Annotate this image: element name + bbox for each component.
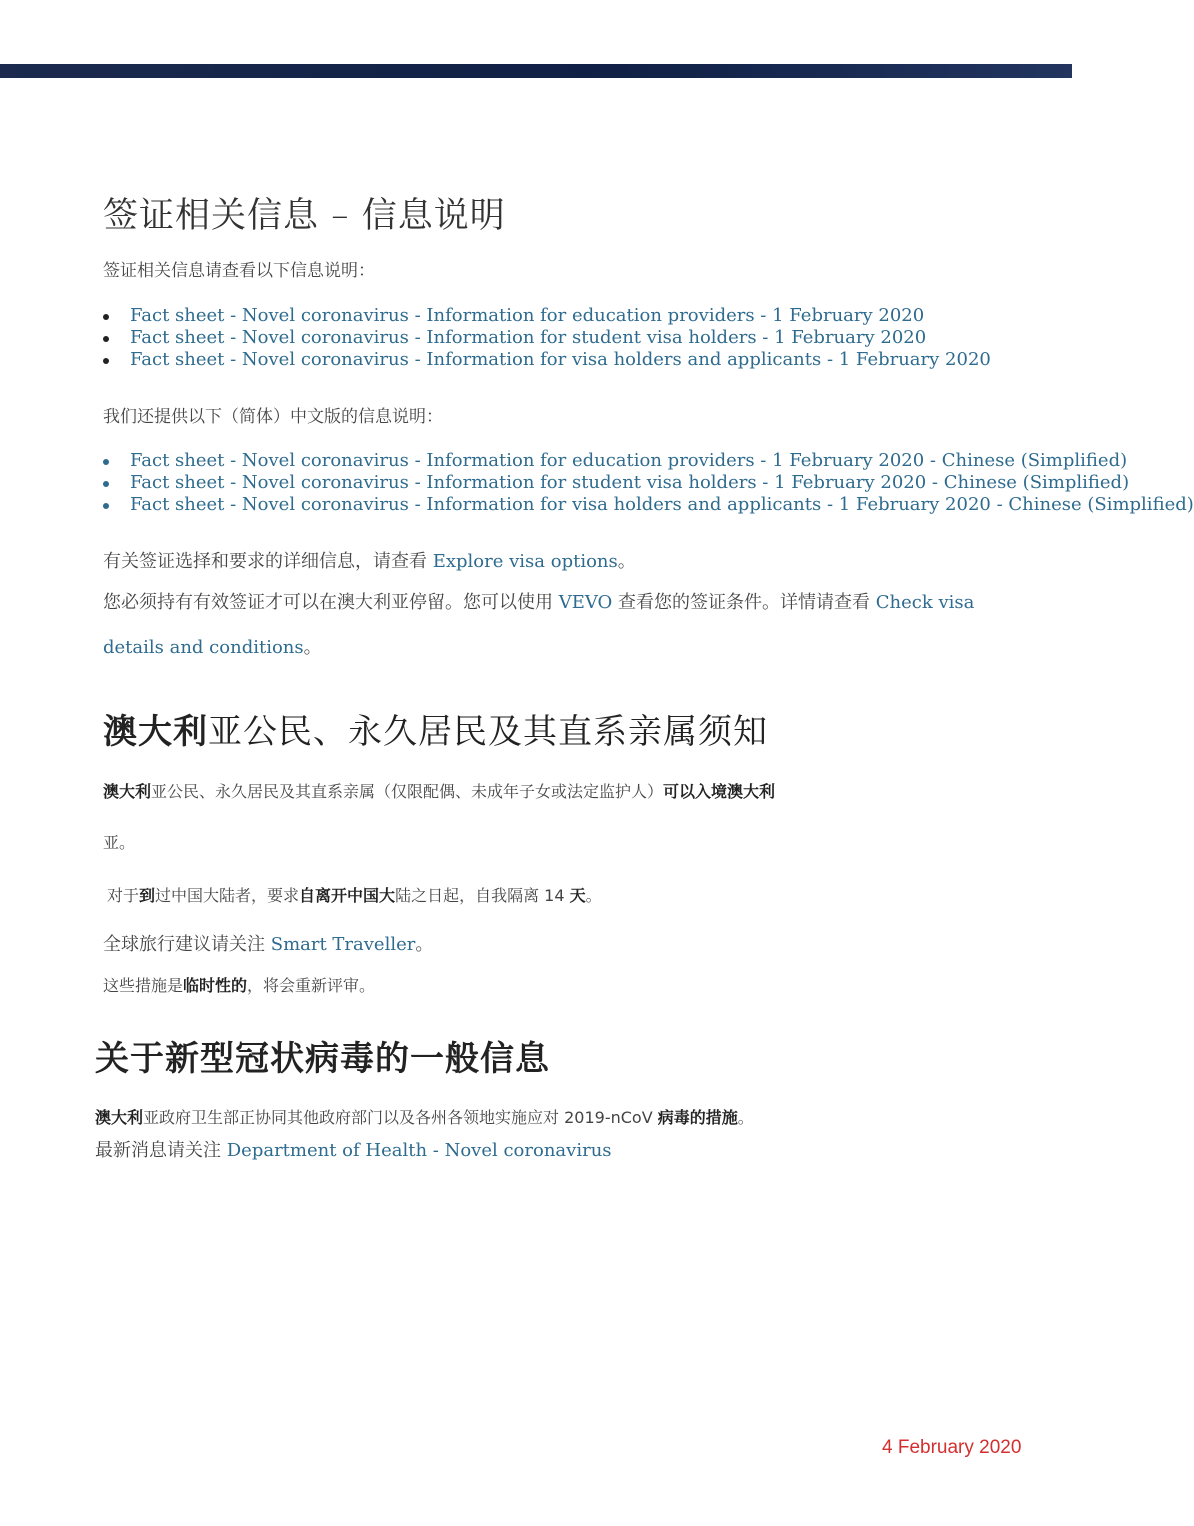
visa-info-intro: 签证相关信息请查看以下信息说明： <box>103 261 375 281</box>
travel-advice-paragraph <box>103 930 433 956</box>
latest-news-paragraph <box>95 1136 612 1162</box>
temporary-measures-paragraph <box>103 973 375 996</box>
check-visa-details-link[interactable]: details and conditions <box>103 637 304 658</box>
fact-sheet-link-visa-holders[interactable]: Fact sheet - Novel coronavirus - Information for visa holders and applicants - 1 February 2020 <box>130 349 991 370</box>
section-title-citizens-bold: 澳大利 <box>103 712 208 752</box>
fact-sheet-link-visa-holders-chinese[interactable]: Fact sheet - Novel coronavirus - Information for visa holders and applicants - 1 February 2020 - Chinese (Simplified) <box>130 494 1194 515</box>
health-department-paragraph <box>95 1105 754 1128</box>
chinese-fact-sheet-list <box>103 450 1194 516</box>
fact-sheet-link-education-providers[interactable]: Fact sheet - Novel coronavirus - Information for education providers - 1 February 2020 <box>130 305 925 326</box>
explore-visa-options-link[interactable]: Explore visa options <box>432 551 618 572</box>
visa-options-paragraph <box>103 547 636 573</box>
section-title-citizens-rest: 亚公民、永久居民及其直系亲属须知 <box>208 712 768 752</box>
citizens-entry-bold-2: 可以入境澳大利 <box>663 782 776 801</box>
header-bar <box>0 64 1072 78</box>
english-fact-sheet-list <box>103 305 991 371</box>
bullet-icon <box>103 459 109 465</box>
list-item <box>103 494 1194 516</box>
fact-sheet-link-student-visa[interactable]: Fact sheet - Novel coronavirus - Information for student visa holders - 1 February 2020 <box>130 327 927 348</box>
smart-traveller-link[interactable]: Smart Traveller <box>270 934 416 955</box>
latest-news-text: 最新消息请关注 <box>95 1140 221 1161</box>
quarantine-text-g: 。 <box>585 886 602 905</box>
section-title-visa-info: 签证相关信息 – 信息说明 <box>103 196 506 236</box>
temporary-measures-bold: 临时性的 <box>183 976 248 995</box>
check-visa-link[interactable]: Check visa <box>875 592 975 613</box>
quarantine-text-b: 到 <box>139 886 156 905</box>
department-of-health-link[interactable]: Department of Health - Novel coronavirus <box>226 1140 612 1161</box>
quarantine-paragraph <box>107 883 602 906</box>
visa-stay-text-1: 您必须持有有效签证才可以在澳大利亚停留。您可以使用 <box>103 592 553 613</box>
list-item <box>103 305 991 327</box>
quarantine-text-a: 对于 <box>107 886 140 905</box>
health-department-end: 。 <box>737 1108 754 1127</box>
citizens-entry-line2: 亚。 <box>103 833 136 852</box>
fact-sheet-link-education-providers-chinese[interactable]: Fact sheet - Novel coronavirus - Information for education providers - 1 February 2020 - Chinese (Simplified) <box>130 450 1128 471</box>
list-item <box>103 450 1194 472</box>
visa-stay-text-2: 查看您的签证条件。详情请查看 <box>618 592 871 613</box>
list-item <box>103 472 1194 494</box>
visa-options-text: 有关签证选择和要求的详细信息，请查看 <box>103 551 427 572</box>
section-title-general-info: 关于新型冠状病毒的一般信息 <box>95 1039 550 1079</box>
visa-stay-paragraph-line2 <box>103 633 322 659</box>
bullet-icon <box>103 358 109 364</box>
temporary-measures-text-a: 这些措施是 <box>103 976 184 995</box>
section-title-citizens <box>103 704 768 753</box>
citizens-entry-bold: 澳大利 <box>103 782 152 801</box>
vevo-link[interactable]: VEVO <box>558 592 613 613</box>
visa-options-end: 。 <box>617 551 636 572</box>
quarantine-text-f: 天 <box>569 886 586 905</box>
citizens-entry-paragraph <box>103 779 775 802</box>
quarantine-text-c: 过中国大陆者，要求 <box>155 886 300 905</box>
fact-sheet-link-student-visa-chinese[interactable]: Fact sheet - Novel coronavirus - Information for student visa holders - 1 February 2020 - Chinese (Simplified) <box>130 472 1130 493</box>
bullet-icon <box>103 314 109 320</box>
visa-stay-end: 。 <box>303 637 322 658</box>
visa-stay-paragraph <box>103 588 974 614</box>
temporary-measures-text-c: ，将会重新评审。 <box>247 976 376 995</box>
travel-advice-text: 全球旅行建议请关注 <box>103 934 265 955</box>
bullet-icon <box>103 481 109 487</box>
chinese-version-intro: 我们还提供以下（简体）中文版的信息说明： <box>103 407 443 427</box>
health-department-bold-2: 病毒的措施 <box>657 1108 738 1127</box>
bullet-icon <box>103 336 109 342</box>
footer-date: 4 February 2020 <box>882 1437 1022 1458</box>
health-department-bold: 澳大利 <box>95 1108 144 1127</box>
health-department-text: 亚政府卫生部正协同其他政府部门以及各州各领地实施应对 2019-nCoV <box>143 1108 658 1127</box>
bullet-icon <box>103 503 109 509</box>
citizens-entry-text: 亚公民、永久居民及其直系亲属（仅限配偶、未成年子女或法定监护人） <box>151 782 664 801</box>
travel-advice-end: 。 <box>415 934 434 955</box>
list-item <box>103 327 991 349</box>
quarantine-text-e: 陆之日起，自我隔离 14 <box>395 886 570 905</box>
quarantine-text-d: 自离开中国大 <box>299 886 396 905</box>
list-item <box>103 349 991 371</box>
